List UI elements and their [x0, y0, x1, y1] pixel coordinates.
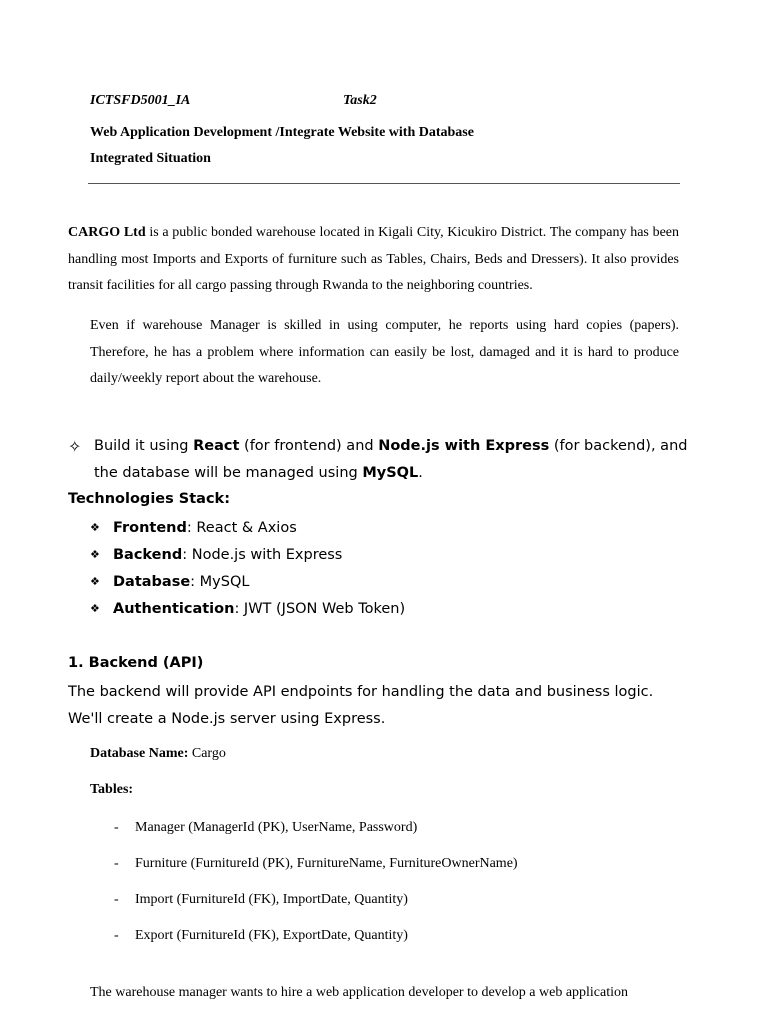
- tables-heading: Tables:: [90, 782, 134, 797]
- intro-paragraph: [68, 220, 679, 300]
- bullet-icon: ❖: [90, 548, 100, 561]
- stack-item-backend: ❖ Backend: Node.js with Express: [90, 544, 405, 571]
- table-item-import: - Import (FurnitureId (FK), ImportDate, Quantity): [114, 892, 408, 907]
- node-term: Node.js with Express: [378, 438, 550, 454]
- document-title: Web Application Development /Integrate Website with Database: [90, 125, 474, 140]
- bullet-icon: ❖: [90, 521, 100, 534]
- table-item-furniture: - Furniture (FurnitureId (PK), FurnitureName, FurnitureOwnerName): [114, 856, 518, 871]
- stack-item-authentication: ❖ Authentication: JWT (JSON Web Token): [90, 598, 405, 625]
- header-divider: [88, 183, 680, 184]
- course-code: ICTSFD5001_IA: [90, 93, 191, 108]
- intro-text: is a public bonded warehouse located in Kigali City, Kicukiro District. The company has been handling most Imports and Exports of furniture such as Tables, Chairs, Beds and Dressers). It also provides transit facilities for all cargo passing through Rwanda to the neighboring countries.: [68, 225, 679, 293]
- table-item-export: - Export (FurnitureId (FK), ExportDate, Quantity): [114, 928, 408, 943]
- task-label: Task2: [343, 93, 377, 108]
- build-bullet: [68, 433, 688, 487]
- table-item-manager: - Manager (ManagerId (PK), UserName, Password): [114, 820, 418, 835]
- database-name: Database Name: Cargo: [90, 746, 226, 761]
- build-text: Build it using React (for frontend) and Node.js with Express (for backend), and the database will be managed using MySQL.: [94, 438, 688, 481]
- closing-paragraph: The warehouse manager wants to hire a web application developer to develop a web application: [90, 985, 629, 1000]
- bullet-icon: ❖: [90, 602, 100, 615]
- tables-list: [114, 818, 518, 962]
- stack-list: [90, 517, 405, 625]
- diamond-bullet-icon: ✧: [68, 437, 82, 456]
- backend-heading: 1. Backend (API): [68, 655, 204, 671]
- stack-item-database: ❖ Database: MySQL: [90, 571, 405, 598]
- bullet-icon: ❖: [90, 575, 100, 588]
- document-subtitle: Integrated Situation: [90, 151, 211, 166]
- company-name: CARGO Ltd: [68, 225, 146, 240]
- stack-heading: Technologies Stack:: [68, 491, 230, 507]
- stack-item-frontend: ❖ Frontend: React & Axios: [90, 517, 405, 544]
- problem-paragraph: Even if warehouse Manager is skilled in using computer, he reports using hard copies (papers). Therefore, he has a problem where information can easily be lost, damaged and it is hard to produce daily/weekly report about the warehouse.: [90, 318, 679, 386]
- react-term: React: [193, 438, 240, 454]
- backend-paragraph: The backend will provide API endpoints for handling the data and business logic. We'll create a Node.js server using Express.: [68, 684, 654, 727]
- mysql-term: MySQL: [362, 465, 419, 481]
